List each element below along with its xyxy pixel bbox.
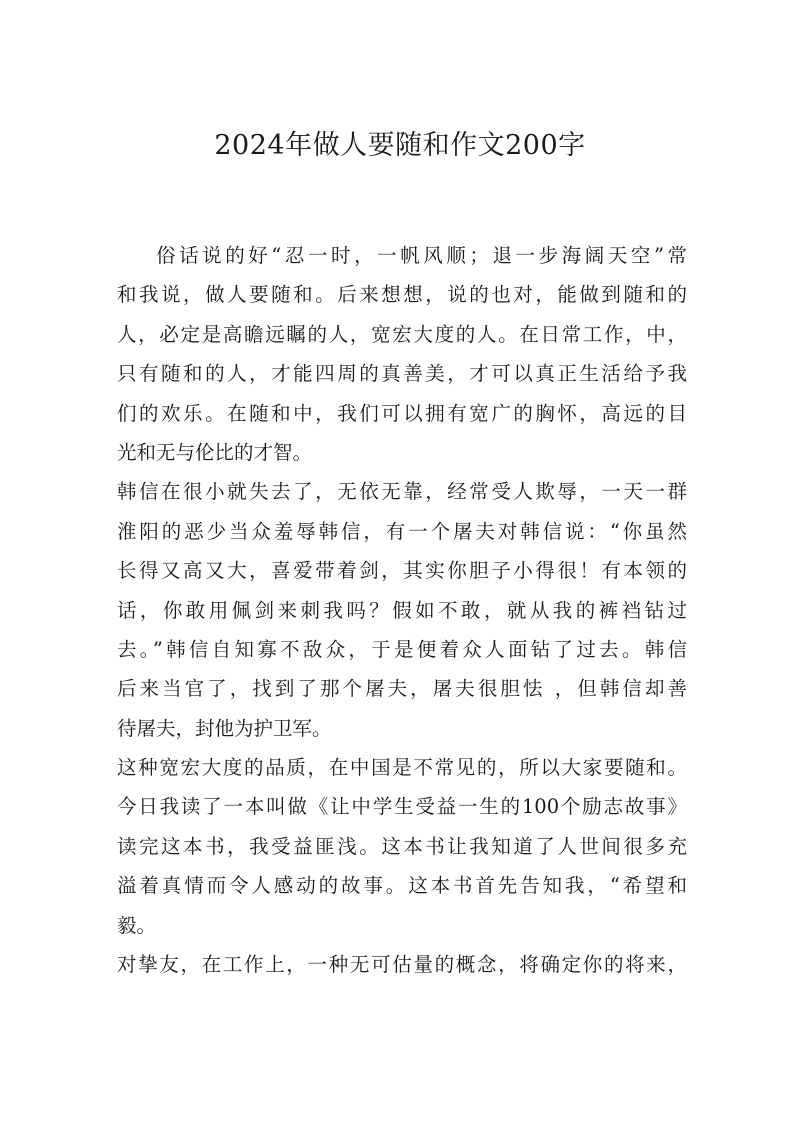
body-line: 俗话说的好“忍一时，一帆风顺；退一步海阔天空”常 [156,244,687,267]
body-line: 人，必定是高瞻远瞩的人，宽宏大度的人。在日常工作，中， [117,322,687,346]
body-line: 毅。 [117,913,157,937]
document-title: 2024年做人要随和作文200字 [214,130,586,161]
body-line: 溢着真情而令人感动的故事。这本书首先告知我，“希望和 [117,874,687,898]
body-line: 对挚友，在工作上，一种无可估量的概念，将确定你的将来， [117,953,687,977]
body-line: 读完这本书，我受益匪浅。这本书让我知道了人世间很多充 [117,834,687,858]
body-line: 只有随和的人，才能四周的真善美，才可以真正生活给予我 [117,362,687,386]
body-line: 长得又高又大，喜爱带着剑，其实你胆子小得很！有本领的 [117,559,687,583]
body-line: 光和无与伦比的才智。 [117,440,313,464]
body-line: 韩信在很小就失去了，无依无靠，经常受人欺辱，一天一群 [117,480,687,504]
body-line: 后来当官了，找到了那个屠夫，屠夫很胆怯 ，但韩信却善 [117,677,687,701]
body-line: 待屠夫，封他为护卫军。 [117,716,332,740]
body-line: 话，你敢用佩剑来刺我吗？假如不敢，就从我的裤裆钻过 [117,598,687,622]
body-line: 去。”韩信自知寡不敌众，于是便着众人面钻了过去。韩信 [117,637,687,661]
body-line: 们的欢乐。在随和中，我们可以拥有宽广的胸怀，高远的目 [117,401,687,425]
body-line: 淮阳的恶少当众羞辱韩信，有一个屠夫对韩信说：“你虽然 [117,519,687,543]
body-line: 和我说，做人要随和。后来想想，说的也对，能做到随和的 [117,283,687,307]
body-line: 今日我读了一本叫做《让中学生受益一生的100个励志故事》 [117,795,687,819]
body-line: 这种宽宏大度的品质，在中国是不常见的，所以大家要随和。 [117,756,687,780]
document-body [117,236,687,984]
